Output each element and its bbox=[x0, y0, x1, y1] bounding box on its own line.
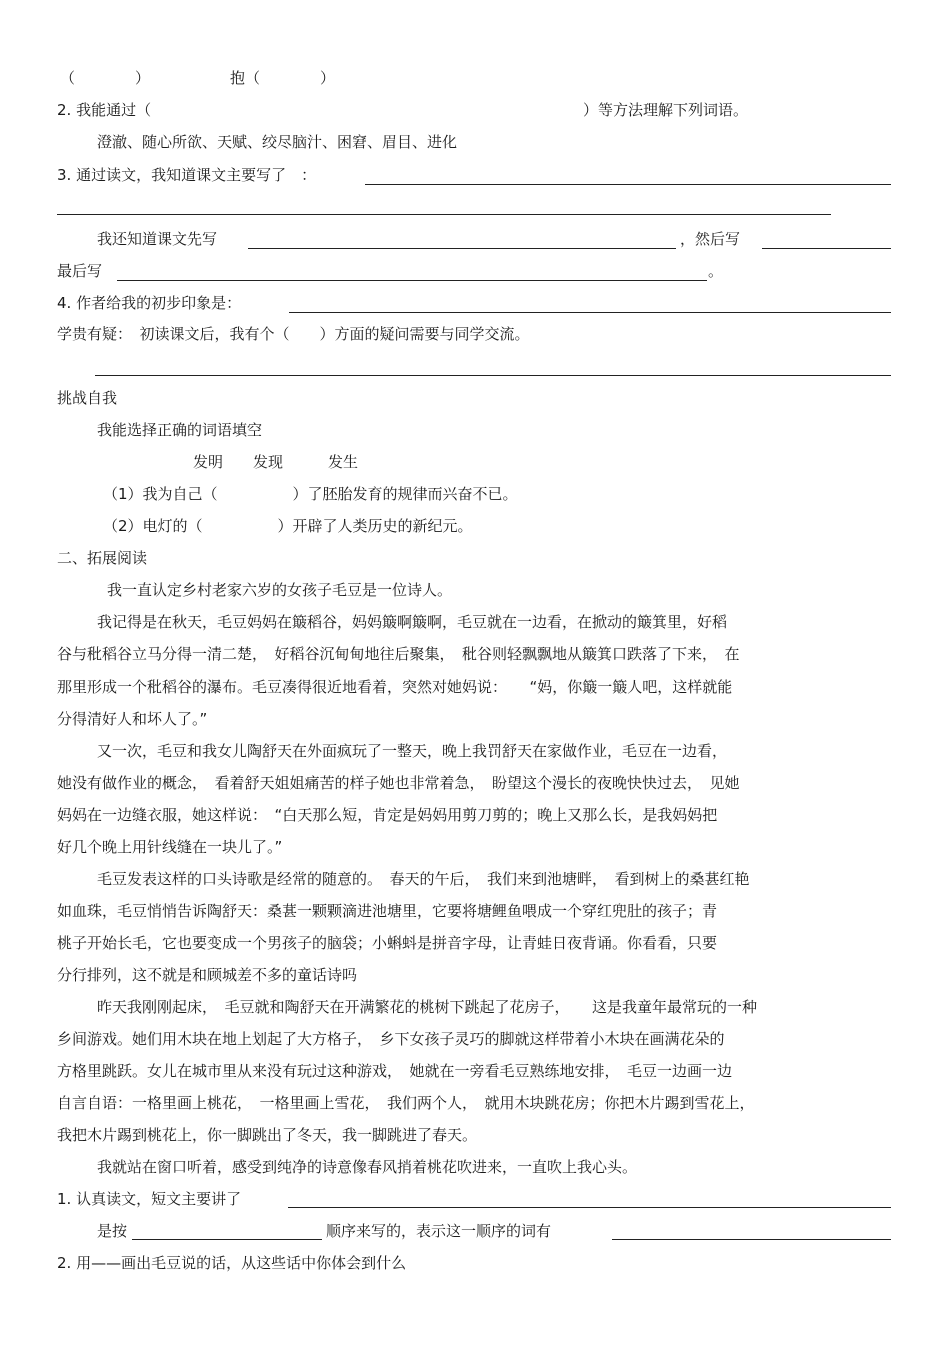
question-4-label: 4. 作者给我的初步印象是： bbox=[57, 294, 242, 312]
question-3-last-label: 最后写 bbox=[57, 262, 103, 280]
blank-pair-right: 抱（ ） bbox=[230, 69, 336, 87]
question-4-answer-line[interactable] bbox=[289, 312, 891, 313]
question-3-period: 。 bbox=[708, 262, 724, 280]
question-doubt-line: 学贵有疑： 初读课文后，我有个（ ）方面的疑问需要与同学交流。 bbox=[57, 325, 530, 343]
reading-question-1-order-words-blank[interactable] bbox=[612, 1239, 891, 1240]
reading-heading: 二、拓展阅读 bbox=[57, 549, 148, 567]
reading-line: 又一次，毛豆和我女儿陶舒天在外面疯玩了一整天，晚上我罚舒天在家做作业，毛豆在一边看， bbox=[97, 742, 728, 760]
question-3-answer-line-1[interactable] bbox=[365, 184, 891, 185]
reading-line: 我就站在窗口听着，感受到纯净的诗意像春风捎着桃花吹进来，一直吹上我心头。 bbox=[97, 1158, 638, 1176]
question-3-label: 3. 通过读文，我知道课文主要写了 ： bbox=[57, 166, 317, 184]
reading-line: 那里形成一个秕稻谷的瀑布。毛豆凑得很近地看着，突然对她妈说： “妈，你簸一簸人吧，这样就能 bbox=[57, 678, 733, 696]
reading-line: 我把木片踢到桃花上，你一脚跳出了冬天，我一脚跳进了春天。 bbox=[57, 1126, 478, 1144]
reading-line: 昨天我刚刚起床， 毛豆就和陶舒天在开满繁花的桃树下跳起了花房子， 这是我童年最常玩的一种 bbox=[97, 998, 758, 1016]
question-3-answer-line-2[interactable] bbox=[57, 214, 831, 215]
challenge-title: 挑战自我 bbox=[57, 389, 118, 407]
question-3-then-label: ，然后写 bbox=[680, 230, 741, 248]
question-doubt-answer-line[interactable] bbox=[95, 375, 891, 376]
reading-line: 她没有做作业的概念， 看着舒天姐姐痛苦的样子她也非常着急， 盼望这个漫长的夜晚快快过去， 见她 bbox=[57, 774, 740, 792]
reading-line: 好几个晚上用针线缝在一块儿了。” bbox=[57, 838, 283, 856]
question-3-first-label: 我还知道课文先写 bbox=[97, 230, 218, 248]
reading-question-1-answer-line[interactable] bbox=[288, 1207, 891, 1208]
reading-question-2: 2. 用——画出毛豆说的话，从这些话中你体会到什么 bbox=[57, 1254, 407, 1272]
question-3-first-blank[interactable] bbox=[248, 248, 676, 249]
question-2-word-list: 澄澈、随心所欲、天赋、绞尽脑汁、困窘、眉目、进化 bbox=[97, 133, 458, 151]
reading-line: 我一直认定乡村老家六岁的女孩子毛豆是一位诗人。 bbox=[107, 581, 453, 599]
reading-line: 分得清好人和坏人了。” bbox=[57, 710, 208, 728]
reading-line: 毛豆发表这样的口头诗歌是经常的随意的。 春天的午后， 我们来到池塘畔， 看到树上的桑葚红艳 bbox=[97, 870, 750, 888]
challenge-item-2: （2）电灯的（ ）开辟了人类历史的新纪元。 bbox=[103, 517, 473, 535]
reading-line: 方格里跳跃。女儿在城市里从来没有玩过这种游戏， 她就在一旁看毛豆熟练地安排， 毛豆一边画一边 bbox=[57, 1062, 733, 1080]
reading-line: 自言自语：一格里画上桃花， 一格里画上雪花， 我们两个人， 就用木块跳花房；你把木片踢到雪花上， bbox=[57, 1094, 755, 1112]
reading-question-1-order-suffix: 顺序来写的，表示这一顺序的词有 bbox=[326, 1222, 552, 1240]
reading-line: 妈妈在一边缝衣服，她这样说： “白天那么短，肯定是妈妈用剪刀剪的；晚上又那么长，是我妈妈把 bbox=[57, 806, 718, 824]
question-2-prefix: 2. 我能通过（ bbox=[57, 101, 152, 119]
reading-line: 分行排列，这不就是和顾城差不多的童话诗吗 bbox=[57, 966, 358, 984]
challenge-item-1: （1）我为自己（ ）了胚胎发育的规律而兴奋不已。 bbox=[103, 485, 518, 503]
question-3-then-blank[interactable] bbox=[762, 248, 891, 249]
reading-line: 如血珠，毛豆悄悄告诉陶舒天：桑葚一颗颗滴进池塘里，它要将塘鲤鱼喂成一个穿红兜肚的孩子；青 bbox=[57, 902, 718, 920]
reading-question-1-order-blank[interactable] bbox=[132, 1239, 322, 1240]
reading-line: 我记得是在秋天，毛豆妈妈在簸稻谷，妈妈簸啊簸啊，毛豆就在一边看，在掀动的簸箕里，好稻 bbox=[97, 613, 728, 631]
reading-question-1-order-prefix: 是按 bbox=[97, 1222, 128, 1240]
blank-pair-left: （ ） bbox=[60, 69, 151, 87]
reading-line: 谷与秕稻谷立马分得一清二楚， 好稻谷沉甸甸地往后聚集， 秕谷则轻飘飘地从簸箕口跌落了下来， 在 bbox=[57, 645, 740, 663]
challenge-options: 发明 发现 发生 bbox=[193, 453, 359, 471]
reading-line: 桃子开始长毛，它也要变成一个男孩子的脑袋；小蝌蚪是拼音字母，让青蛙日夜背诵。你看看，只要 bbox=[57, 934, 718, 952]
reading-question-1: 1. 认真读文，短文主要讲了 bbox=[57, 1190, 242, 1208]
reading-line: 乡间游戏。她们用木块在地上划起了大方格子， 乡下女孩子灵巧的脚就这样带着小木块在画满花朵的 bbox=[57, 1030, 725, 1048]
challenge-instruction: 我能选择正确的词语填空 bbox=[97, 421, 263, 439]
question-2-suffix: ）等方法理解下列词语。 bbox=[583, 101, 749, 119]
question-3-last-blank[interactable] bbox=[117, 280, 707, 281]
